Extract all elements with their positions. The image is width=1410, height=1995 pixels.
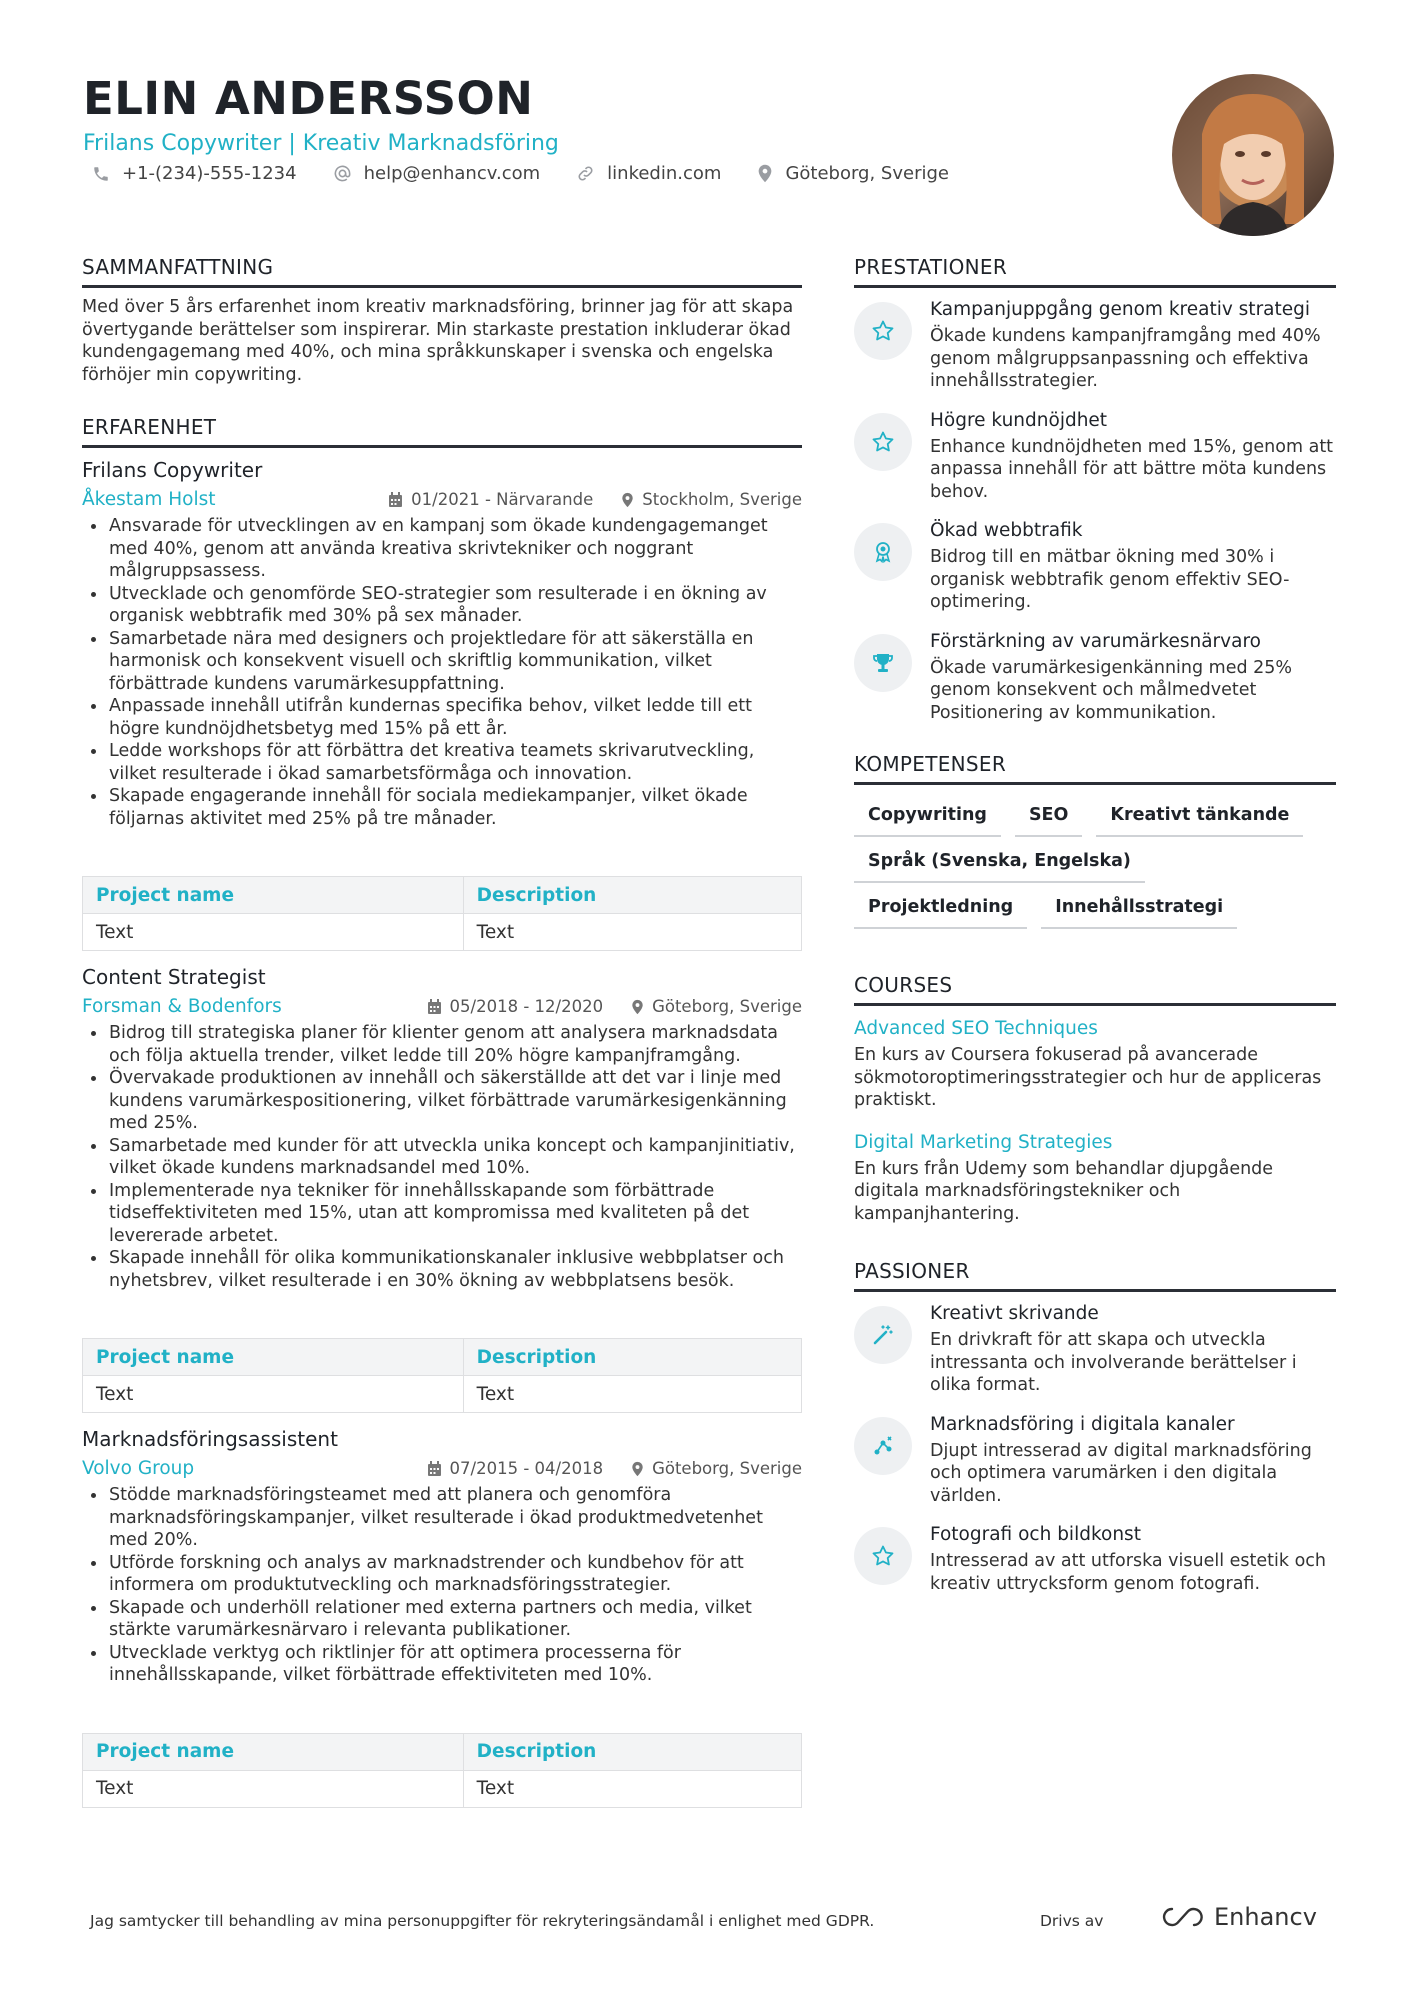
job-dates: 05/2018 - 12/2020 [427,997,604,1016]
table-cell: Text [83,1376,464,1413]
phone-icon [92,165,110,183]
courses-heading: COURSES [854,973,1336,1006]
job-meta [82,996,802,1017]
job-dates: 01/2021 - Närvarande [388,490,593,509]
calendar-icon [427,999,442,1015]
skills-list [854,791,1336,929]
achievements-heading: PRESTATIONER [854,255,1336,288]
table-header: Project name [83,1339,464,1376]
location-pin-icon [631,1461,644,1477]
skill-tag: Copywriting [854,797,1001,837]
experience-section [82,415,802,1808]
enhancv-logo[interactable] [1160,1903,1317,1931]
list-item: Implementerade nya tekniker för innehållsskapande som förbättrade tidseffektiviteten med 15%, utan att kompromissa med kvaliteten på det levererade arbetet. [82,1180,802,1248]
passion-item [854,1413,1336,1508]
magic-wand-icon [854,1306,912,1364]
table-header: Description [463,1733,801,1770]
table-row [83,914,802,951]
table-cell: Text [83,914,464,951]
skill-tag: Kreativt tänkande [1096,797,1303,837]
table-row [83,1376,802,1413]
achievement-title: Ökad webbtrafik [930,520,1083,541]
skills-heading: KOMPETENSER [854,752,1336,785]
table-header: Description [463,877,801,914]
contact-location [757,163,949,184]
passions-section [854,1259,1336,1595]
list-item: Ansvarade för utvecklingen av en kampanj som ökade kundengagemanget med 40%, genom att använda kreativa skrivtekniker och noggrant målgruppsassess. [82,515,802,583]
trophy-icon [854,634,912,692]
table-header: Project name [83,877,464,914]
job-bullets [82,1484,802,1687]
achievement-desc: Ökade kundens kampanjframgång med 40% genom målgruppsanpassning och effektiva innehållsstrategier. [930,326,1321,391]
location-pin-icon [621,492,634,508]
skill-tag: Språk (Svenska, Engelska) [854,843,1145,883]
location-pin-icon [631,999,644,1015]
network-icon [854,1417,912,1475]
achievements-section [854,255,1336,724]
email-text[interactable]: help@enhancv.com [363,163,541,184]
job-title: Content Strategist [82,965,266,989]
contact-row [92,163,985,184]
list-item: Övervakade produktionen av innehåll och säkerställde att det var i linje med kundens varumärkespositionering, vilket förbättrade varumärkesigenkänning med 25%. [82,1067,802,1135]
list-item: Samarbetade nära med designers och projektledare för att säkerställa en harmonisk och konsekvent visuell och skriftlig kommunikation, vilket förbättrade kundens varumärkesuppfattning. [82,628,802,696]
course-title: Advanced SEO Techniques [854,1018,1098,1039]
achievement-desc: Ökade varumärkesigenkänning med 25% genom konsekvent och målmedvetet Positionering av kommunikation. [930,657,1293,723]
table-row [83,1339,802,1376]
contact-phone [92,163,297,184]
job-dates: 07/2015 - 04/2018 [427,1459,604,1478]
star-icon [854,1527,912,1585]
location-pin-icon [757,164,773,183]
job-title: Marknadsföringsassistent [82,1427,338,1451]
passion-title: Marknadsföring i digitala kanaler [930,1413,1235,1435]
candidate-name: ELIN ANDERSSON [83,72,534,125]
experience-heading: ERFARENHET [82,415,802,448]
list-item: Skapade engagerande innehåll för sociala mediekampanjer, vilket ökade följarnas aktivitet med 25% på tre månader. [82,785,802,830]
course-desc: En kurs av Coursera fokuserad på avancerade sökmotoroptimeringsstrategier och hur de appliceras praktiskt. [854,1045,1322,1110]
list-item: Utvecklade och genomförde SEO-strategier som resulterade i en ökning av organisk webbtrafik med 30% på sex månader. [82,583,802,628]
linkedin-text[interactable]: linkedin.com [607,163,722,184]
achievement-desc: Enhance kundnöjdheten med 15%, genom att anpassa innehåll för att bättre möta kundens behov. [930,436,1334,502]
summary-heading: SAMMANFATTNING [82,255,802,288]
project-table [82,1733,802,1808]
list-item: Utvecklade verktyg och riktlinjer för att optimera processerna för innehållsskapande, vilket förbättrade effektiviteten med 10%. [82,1642,802,1687]
list-item: Samarbetade med kunder för att utveckla unika koncept och kampanjinitiativ, vilket ökade kundens marknadsandel med 10%. [82,1135,802,1180]
skill-tag: Innehållsstrategi [1041,889,1237,929]
calendar-icon [388,492,403,508]
at-icon [333,164,352,183]
job-location: Stockholm, Sverige [621,490,802,509]
table-cell: Text [463,1376,801,1413]
achievement-item [854,409,1336,504]
job-title: Frilans Copywriter [82,458,263,482]
right-column [854,255,1336,1595]
skill-tag: Projektledning [854,889,1027,929]
achievement-item [854,630,1336,725]
contact-email[interactable] [333,163,541,184]
table-cell: Text [463,1770,801,1807]
achievement-desc: Bidrog till en mätbar ökning med 30% i organisk webbtrafik genom effektiv SEO-optimering. [930,547,1290,612]
table-row [83,1733,802,1770]
job-entry [82,458,802,951]
list-item: Skapade innehåll för olika kommunikationskanaler inklusive webbplatser och nyhetsbrev, vilket resulterade i en 30% ökning av webbplatsens besök. [82,1247,802,1292]
job-meta [82,1458,802,1479]
list-item: Skapade och underhöll relationer med externa partners och media, vilket stärkte varumärkesnärvaro i relevanta publikationer. [82,1597,802,1642]
achievement-title: Högre kundnöjdhet [930,409,1108,431]
job-entry [82,1427,802,1808]
job-bullets [82,515,802,830]
skill-tag: SEO [1015,797,1082,837]
company-name: Volvo Group [82,1458,195,1479]
table-header: Project name [83,1733,464,1770]
phone-text: +1-(234)-555-1234 [122,163,297,184]
list-item: Stödde marknadsföringsteamet med att planera och genomföra marknadsföringskampanjer, vilket resulterade i ökad produktmedvetenhet med 20%. [82,1484,802,1552]
passion-title: Fotografi och bildkonst [930,1524,1141,1545]
job-location: Göteborg, Sverige [631,997,802,1016]
skills-section [854,752,1336,929]
left-column [82,255,802,1808]
table-header: Description [463,1339,801,1376]
gdpr-consent: Jag samtycker till behandling av mina personuppgifter för rekryteringsändamål i enlighet med GDPR. [90,1912,875,1930]
passion-desc: En drivkraft för att skapa och utveckla intressanta och involverande berättelser i olika format. [930,1330,1297,1395]
course-desc: En kurs från Udemy som behandlar djupgående digitala marknadsföringstekniker och kampanjhantering. [854,1158,1274,1224]
achievement-item [854,298,1336,393]
passion-desc: Intresserad av att utforska visuell estetik och kreativ uttrycksform genom fotografi. [930,1551,1327,1594]
achievement-title: Kampanjuppgång genom kreativ strategi [930,299,1311,320]
table-cell: Text [463,914,801,951]
company-name: Åkestam Holst [82,489,216,510]
summary-section [82,255,802,386]
candidate-role: Frilans Copywriter | Kreativ Marknadsföring [83,131,559,156]
company-name: Forsman & Bodenfors [82,996,282,1017]
passion-title: Kreativt skrivande [930,1303,1099,1324]
list-item: Anpassade innehåll utifrån kundernas specifika behov, vilket ledde till ett högre kundnöjdhetsbetyg med 15% på ett år. [82,695,802,740]
achievement-item [854,519,1336,614]
calendar-icon [427,1461,442,1477]
job-location: Göteborg, Sverige [631,1459,802,1478]
passion-item [854,1302,1336,1397]
job-meta [82,489,802,510]
list-item: Bidrog till strategiska planer för klienter genom att analysera marknadsdata och följa aktuella trender, vilket ledde till 20% högre kampanjframgång. [82,1022,802,1067]
location-text: Göteborg, Sverige [785,163,949,184]
table-cell: Text [83,1770,464,1807]
job-bullets [82,1022,802,1292]
courses-section [854,973,1336,1225]
list-item: Utförde forskning och analys av marknadstrender och kundbehov för att informera om produktutveckling och marknadsföringsstrategier. [82,1552,802,1597]
avatar [1172,74,1334,236]
star-icon [854,413,912,471]
list-item: Ledde workshops för att förbättra det kreativa teamets skrivarutveckling, vilket resulterade i ökad samarbetsförmåga och innovation. [82,740,802,785]
powered-by-label: Drivs av [1040,1912,1104,1930]
achievement-title: Förstärkning av varumärkesnärvaro [930,630,1261,652]
passions-heading: PASSIONER [854,1259,1336,1292]
project-table [82,1338,802,1413]
star-icon [854,302,912,360]
brand-name: Enhancv [1214,1903,1317,1931]
table-row [83,877,802,914]
course-title: Digital Marketing Strategies [854,1131,1113,1153]
passion-desc: Djupt intresserad av digital marknadsföring och optimera varumärken i den digitala världen. [930,1440,1312,1506]
award-icon [854,523,912,581]
link-icon [576,164,595,183]
passion-item [854,1523,1336,1595]
table-row [83,1770,802,1807]
project-table [82,876,802,951]
infinity-logo-icon [1160,1905,1206,1929]
summary-text: Med över 5 års erfarenhet inom kreativ marknadsföring, brinner jag för att skapa övertygande berättelser som inspirerar. Min starkaste prestation inkluderar ökad kundengagemang med 40%, och mina språkkunskaper i svenska och engelska förhöjer min copywriting. [82,297,794,385]
job-entry [82,965,802,1413]
contact-linkedin[interactable] [576,163,721,184]
